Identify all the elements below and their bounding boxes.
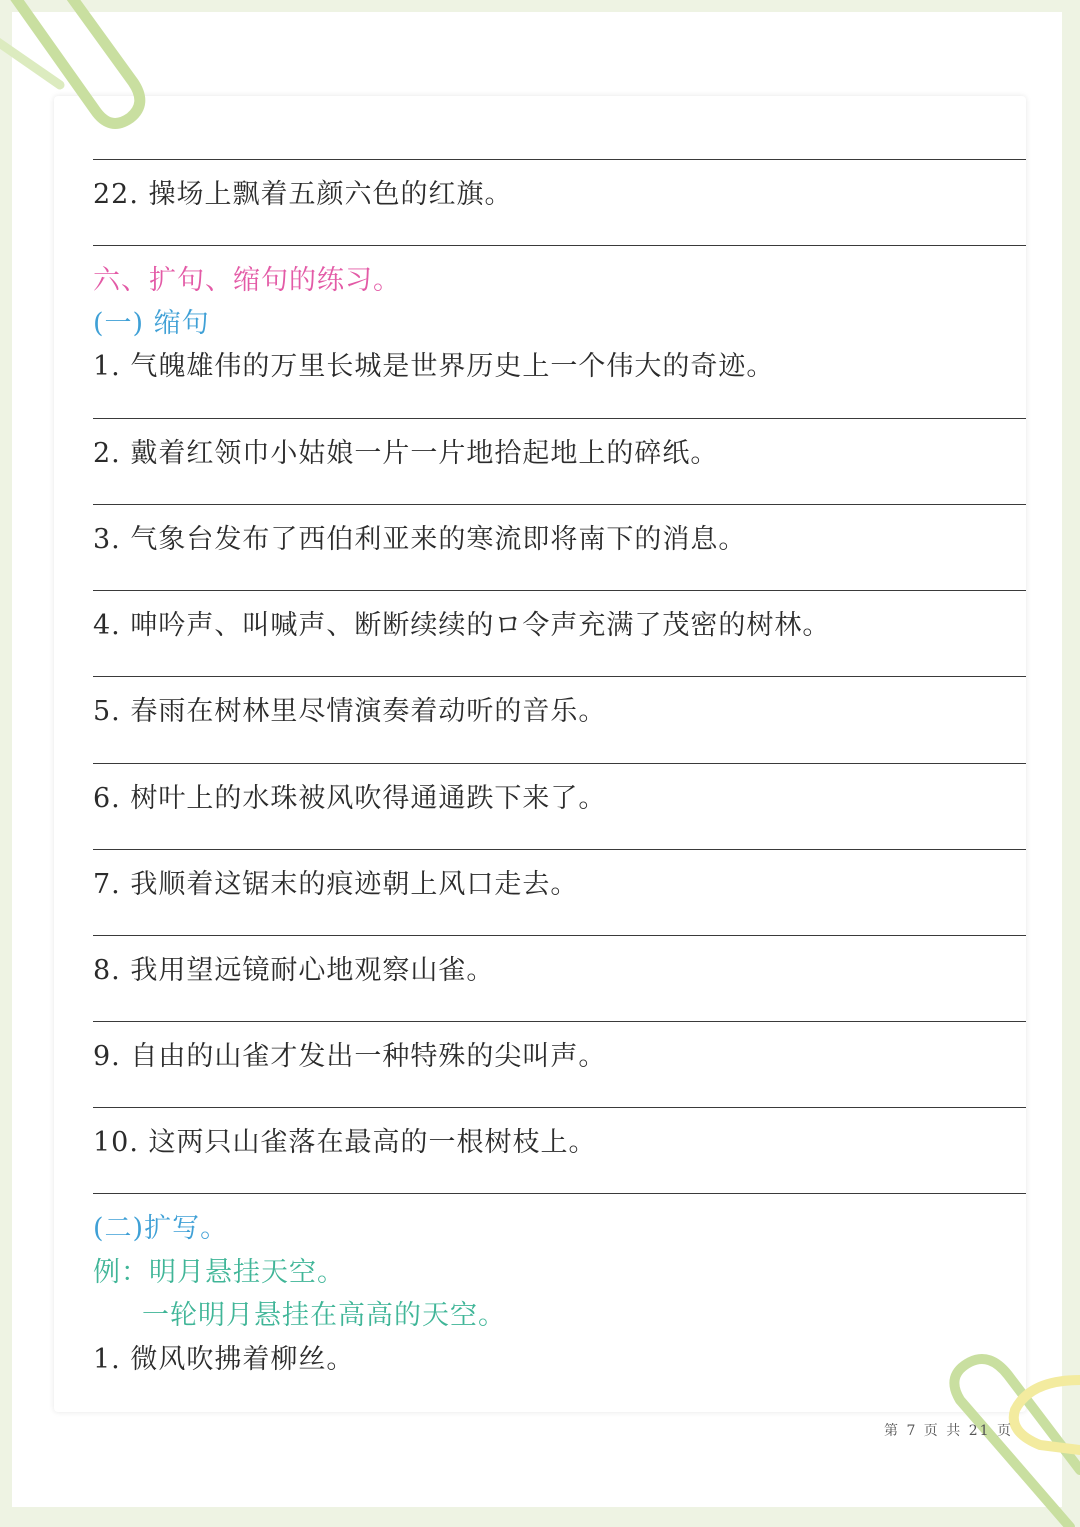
expand-sentence-1: 1. 微风吹拂着柳丝。 [93, 1344, 355, 1375]
answer-line [93, 159, 1026, 160]
sentence-1: 1. 气魄雄伟的万里长城是世界历史上一个伟大的奇迹。 [93, 351, 775, 382]
answer-line [93, 418, 1026, 419]
subsection-1-title: (一) 缩句 [93, 308, 210, 339]
sentence-7: 7. 我顺着这锯末的痕迹朝上风口走去。 [93, 869, 579, 900]
example-answer: 一轮明月悬挂在高高的天空。 [142, 1300, 506, 1331]
page-number: 第 7 页 共 21 页 [884, 1423, 1013, 1439]
sentence-9: 9. 自由的山雀才发出一种特殊的尖叫声。 [93, 1041, 607, 1072]
answer-line [93, 849, 1026, 850]
paper-clip-icon-top-left [0, 0, 170, 150]
sentence-6: 6. 树叶上的水珠被风吹得通通跌下来了。 [93, 783, 607, 814]
answer-line [93, 245, 1026, 246]
sentence-10: 10. 这两只山雀落在最高的一根树枝上。 [93, 1127, 597, 1158]
answer-line [93, 763, 1026, 764]
answer-line [93, 504, 1026, 505]
question-22: 22. 操场上飘着五颜六色的红旗。 [93, 179, 513, 210]
sentence-3: 3. 气象台发布了西伯利亚来的寒流即将南下的消息。 [93, 524, 747, 555]
answer-line [93, 1021, 1026, 1022]
answer-line [93, 1193, 1026, 1194]
section-6-title: 六、扩句、缩句的练习。 [93, 265, 401, 296]
example-label: 例：明月悬挂天空。 [93, 1257, 345, 1288]
sentence-8: 8. 我用望远镜耐心地观察山雀。 [93, 955, 495, 986]
answer-line [93, 590, 1026, 591]
sentence-5: 5. 春雨在树林里尽情演奏着动听的音乐。 [93, 696, 607, 727]
sentence-2: 2. 戴着红领巾小姑娘一片一片地拾起地上的碎纸。 [93, 438, 719, 469]
answer-line [93, 935, 1026, 936]
answer-line [93, 676, 1026, 677]
sentence-4: 4. 呻吟声、叫喊声、断断续续的ロ令声充满了茂密的树林。 [93, 610, 831, 641]
answer-line [93, 1107, 1026, 1108]
subsection-2-title: (二)扩写。 [93, 1213, 229, 1244]
